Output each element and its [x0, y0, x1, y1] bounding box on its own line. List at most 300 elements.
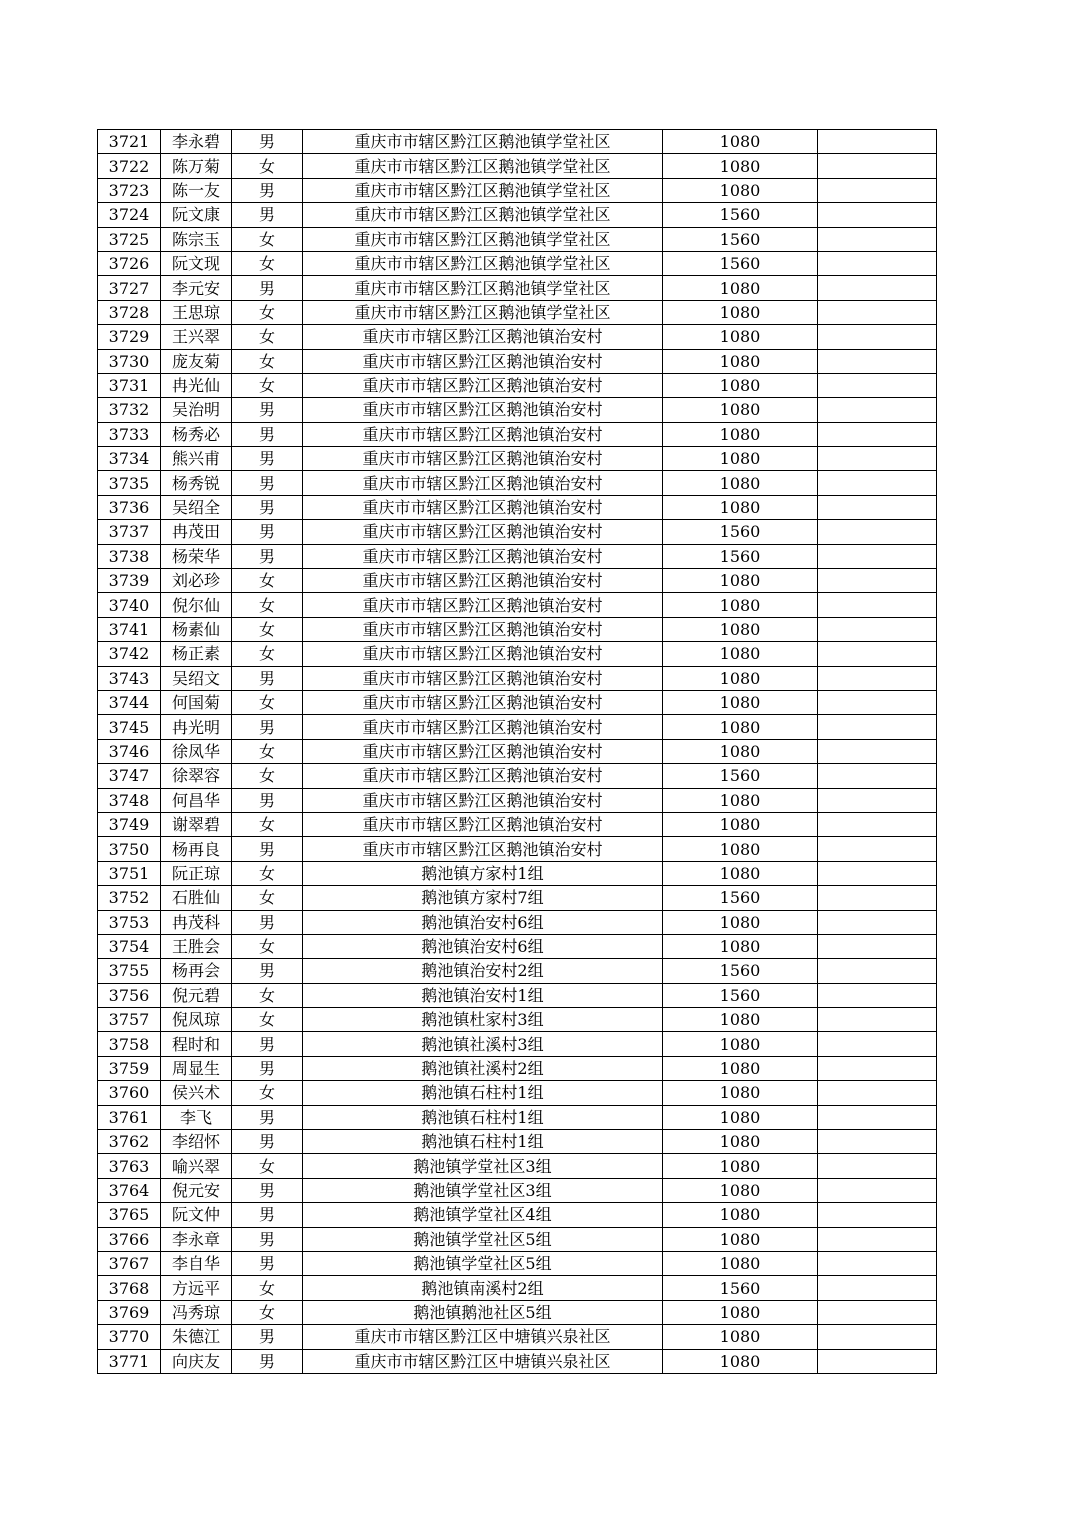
name-cell: 熊兴甫 — [161, 447, 232, 471]
row-number-cell: 3768 — [98, 1276, 161, 1300]
gender-cell: 男 — [232, 1325, 303, 1349]
amount-cell: 1080 — [663, 495, 818, 519]
table-row — [98, 130, 937, 154]
table-row — [98, 520, 937, 544]
name-cell: 李绍怀 — [161, 1130, 232, 1154]
note-cell — [818, 1032, 937, 1056]
name-cell: 陈宗玉 — [161, 227, 232, 251]
row-number-cell: 3733 — [98, 422, 161, 446]
note-cell — [818, 130, 937, 154]
name-cell: 谢翠碧 — [161, 812, 232, 836]
name-cell: 李飞 — [161, 1105, 232, 1129]
table-row — [98, 373, 937, 397]
row-number-cell: 3766 — [98, 1227, 161, 1251]
row-number-cell: 3754 — [98, 934, 161, 958]
gender-cell: 女 — [232, 1154, 303, 1178]
row-number-cell: 3726 — [98, 251, 161, 275]
amount-cell: 1560 — [663, 227, 818, 251]
address-cell: 重庆市市辖区黔江区鹅池镇治安村 — [303, 471, 663, 495]
name-cell: 李永碧 — [161, 130, 232, 154]
name-cell: 吴绍全 — [161, 495, 232, 519]
gender-cell: 男 — [232, 959, 303, 983]
amount-cell: 1080 — [663, 1349, 818, 1373]
note-cell — [818, 886, 937, 910]
row-number-cell: 3727 — [98, 276, 161, 300]
address-cell: 鹅池镇石柱村1组 — [303, 1130, 663, 1154]
note-cell — [818, 349, 937, 373]
table-row — [98, 471, 937, 495]
row-number-cell: 3742 — [98, 642, 161, 666]
note-cell — [818, 227, 937, 251]
note-cell — [818, 1056, 937, 1080]
name-cell: 倪元安 — [161, 1178, 232, 1202]
address-cell: 重庆市市辖区黔江区鹅池镇治安村 — [303, 544, 663, 568]
amount-cell: 1080 — [663, 447, 818, 471]
address-cell: 重庆市市辖区黔江区鹅池镇治安村 — [303, 837, 663, 861]
gender-cell: 女 — [232, 1008, 303, 1032]
gender-cell: 女 — [232, 764, 303, 788]
name-cell: 李永章 — [161, 1227, 232, 1251]
table-row — [98, 1349, 937, 1373]
name-cell: 陈万菊 — [161, 154, 232, 178]
address-cell: 重庆市市辖区黔江区鹅池镇治安村 — [303, 373, 663, 397]
amount-cell: 1080 — [663, 593, 818, 617]
address-cell: 鹅池镇南溪村2组 — [303, 1276, 663, 1300]
row-number-cell: 3749 — [98, 812, 161, 836]
row-number-cell: 3736 — [98, 495, 161, 519]
gender-cell: 男 — [232, 520, 303, 544]
address-cell: 重庆市市辖区黔江区鹅池镇治安村 — [303, 422, 663, 446]
note-cell — [818, 593, 937, 617]
address-cell: 重庆市市辖区黔江区鹅池镇治安村 — [303, 764, 663, 788]
table-row — [98, 642, 937, 666]
amount-cell: 1080 — [663, 1178, 818, 1202]
address-cell: 重庆市市辖区黔江区鹅池镇治安村 — [303, 666, 663, 690]
name-cell: 程时和 — [161, 1032, 232, 1056]
name-cell: 冉光明 — [161, 715, 232, 739]
note-cell — [818, 495, 937, 519]
row-number-cell: 3741 — [98, 617, 161, 641]
gender-cell: 女 — [232, 1300, 303, 1324]
amount-cell: 1080 — [663, 373, 818, 397]
amount-cell: 1080 — [663, 1325, 818, 1349]
table-row — [98, 715, 937, 739]
name-cell: 冉茂田 — [161, 520, 232, 544]
name-cell: 朱德江 — [161, 1325, 232, 1349]
name-cell: 刘必珍 — [161, 569, 232, 593]
address-cell: 鹅池镇石柱村1组 — [303, 1081, 663, 1105]
row-number-cell: 3762 — [98, 1130, 161, 1154]
amount-cell: 1080 — [663, 1081, 818, 1105]
name-cell: 倪元碧 — [161, 983, 232, 1007]
table-row — [98, 983, 937, 1007]
note-cell — [818, 764, 937, 788]
note-cell — [818, 154, 937, 178]
gender-cell: 男 — [232, 276, 303, 300]
row-number-cell: 3745 — [98, 715, 161, 739]
note-cell — [818, 861, 937, 885]
table-row — [98, 666, 937, 690]
gender-cell: 男 — [232, 1130, 303, 1154]
table-row — [98, 1178, 937, 1202]
row-number-cell: 3746 — [98, 739, 161, 763]
table-row — [98, 1154, 937, 1178]
row-number-cell: 3739 — [98, 569, 161, 593]
amount-cell: 1080 — [663, 1300, 818, 1324]
table-row — [98, 1056, 937, 1080]
gender-cell: 女 — [232, 569, 303, 593]
row-number-cell: 3738 — [98, 544, 161, 568]
address-cell: 重庆市市辖区黔江区鹅池镇学堂社区 — [303, 276, 663, 300]
note-cell — [818, 788, 937, 812]
note-cell — [818, 203, 937, 227]
note-cell — [818, 471, 937, 495]
gender-cell: 男 — [232, 471, 303, 495]
note-cell — [818, 569, 937, 593]
gender-cell: 男 — [232, 447, 303, 471]
name-cell: 王兴翠 — [161, 325, 232, 349]
gender-cell: 女 — [232, 886, 303, 910]
row-number-cell: 3769 — [98, 1300, 161, 1324]
gender-cell: 男 — [232, 422, 303, 446]
row-number-cell: 3750 — [98, 837, 161, 861]
amount-cell: 1080 — [663, 154, 818, 178]
table-row — [98, 788, 937, 812]
table-row — [98, 422, 937, 446]
gender-cell: 女 — [232, 812, 303, 836]
table-row — [98, 764, 937, 788]
table-row — [98, 934, 937, 958]
address-cell: 鹅池镇社溪村2组 — [303, 1056, 663, 1080]
name-cell: 杨正素 — [161, 642, 232, 666]
address-cell: 重庆市市辖区黔江区鹅池镇治安村 — [303, 593, 663, 617]
amount-cell: 1080 — [663, 130, 818, 154]
gender-cell: 男 — [232, 1349, 303, 1373]
amount-cell: 1080 — [663, 178, 818, 202]
address-cell: 重庆市市辖区黔江区鹅池镇治安村 — [303, 325, 663, 349]
name-cell: 陈一友 — [161, 178, 232, 202]
amount-cell: 1080 — [663, 1130, 818, 1154]
row-number-cell: 3728 — [98, 300, 161, 324]
amount-cell: 1080 — [663, 471, 818, 495]
row-number-cell: 3724 — [98, 203, 161, 227]
name-cell: 喻兴翠 — [161, 1154, 232, 1178]
name-cell: 杨秀必 — [161, 422, 232, 446]
amount-cell: 1080 — [663, 1056, 818, 1080]
table-row — [98, 251, 937, 275]
name-cell: 何昌华 — [161, 788, 232, 812]
amount-cell: 1080 — [663, 1032, 818, 1056]
note-cell — [818, 1251, 937, 1275]
amount-cell: 1080 — [663, 690, 818, 714]
gender-cell: 男 — [232, 1227, 303, 1251]
table-row — [98, 1300, 937, 1324]
amount-cell: 1560 — [663, 959, 818, 983]
note-cell — [818, 1178, 937, 1202]
amount-cell: 1560 — [663, 886, 818, 910]
address-cell: 重庆市市辖区黔江区鹅池镇治安村 — [303, 739, 663, 763]
name-cell: 杨素仙 — [161, 617, 232, 641]
amount-cell: 1080 — [663, 1105, 818, 1129]
gender-cell: 女 — [232, 325, 303, 349]
note-cell — [818, 544, 937, 568]
amount-cell: 1080 — [663, 1203, 818, 1227]
address-cell: 鹅池镇治安村6组 — [303, 934, 663, 958]
row-number-cell: 3723 — [98, 178, 161, 202]
address-cell: 重庆市市辖区黔江区鹅池镇治安村 — [303, 349, 663, 373]
name-cell: 李自华 — [161, 1251, 232, 1275]
name-cell: 阮文现 — [161, 251, 232, 275]
amount-cell: 1080 — [663, 1227, 818, 1251]
name-cell: 李元安 — [161, 276, 232, 300]
row-number-cell: 3729 — [98, 325, 161, 349]
note-cell — [818, 1154, 937, 1178]
row-number-cell: 3767 — [98, 1251, 161, 1275]
amount-cell: 1080 — [663, 934, 818, 958]
name-cell: 阮文康 — [161, 203, 232, 227]
amount-cell: 1560 — [663, 544, 818, 568]
note-cell — [818, 934, 937, 958]
table-row — [98, 1325, 937, 1349]
gender-cell: 男 — [232, 1032, 303, 1056]
table-row — [98, 1203, 937, 1227]
table-row — [98, 569, 937, 593]
gender-cell: 女 — [232, 739, 303, 763]
note-cell — [818, 642, 937, 666]
gender-cell: 女 — [232, 593, 303, 617]
address-cell: 鹅池镇治安村6组 — [303, 910, 663, 934]
address-cell: 鹅池镇学堂社区3组 — [303, 1154, 663, 1178]
amount-cell: 1080 — [663, 788, 818, 812]
gender-cell: 女 — [232, 983, 303, 1007]
table-row — [98, 276, 937, 300]
table-row — [98, 812, 937, 836]
amount-cell: 1080 — [663, 861, 818, 885]
amount-cell: 1080 — [663, 666, 818, 690]
address-cell: 重庆市市辖区黔江区鹅池镇治安村 — [303, 617, 663, 641]
table-row — [98, 325, 937, 349]
table-row — [98, 447, 937, 471]
gender-cell: 女 — [232, 349, 303, 373]
note-cell — [818, 251, 937, 275]
name-cell: 倪凤琼 — [161, 1008, 232, 1032]
row-number-cell: 3764 — [98, 1178, 161, 1202]
name-cell: 吴绍文 — [161, 666, 232, 690]
table-row — [98, 1032, 937, 1056]
address-cell: 重庆市市辖区黔江区鹅池镇学堂社区 — [303, 178, 663, 202]
address-cell: 鹅池镇社溪村3组 — [303, 1032, 663, 1056]
gender-cell: 男 — [232, 544, 303, 568]
amount-cell: 1080 — [663, 1154, 818, 1178]
note-cell — [818, 276, 937, 300]
note-cell — [818, 1203, 937, 1227]
gender-cell: 女 — [232, 373, 303, 397]
gender-cell: 男 — [232, 715, 303, 739]
table-row — [98, 1105, 937, 1129]
address-cell: 重庆市市辖区黔江区鹅池镇治安村 — [303, 398, 663, 422]
amount-cell: 1080 — [663, 398, 818, 422]
row-number-cell: 3740 — [98, 593, 161, 617]
gender-cell: 女 — [232, 227, 303, 251]
gender-cell: 男 — [232, 178, 303, 202]
name-cell: 杨秀锐 — [161, 471, 232, 495]
note-cell — [818, 422, 937, 446]
gender-cell: 女 — [232, 1081, 303, 1105]
row-number-cell: 3770 — [98, 1325, 161, 1349]
row-number-cell: 3721 — [98, 130, 161, 154]
note-cell — [818, 715, 937, 739]
gender-cell: 女 — [232, 1276, 303, 1300]
row-number-cell: 3744 — [98, 690, 161, 714]
amount-cell: 1080 — [663, 739, 818, 763]
address-cell: 重庆市市辖区黔江区中塘镇兴泉社区 — [303, 1349, 663, 1373]
gender-cell: 女 — [232, 861, 303, 885]
row-number-cell: 3747 — [98, 764, 161, 788]
gender-cell: 男 — [232, 130, 303, 154]
table-row — [98, 349, 937, 373]
gender-cell: 女 — [232, 642, 303, 666]
note-cell — [818, 983, 937, 1007]
address-cell: 鹅池镇学堂社区4组 — [303, 1203, 663, 1227]
note-cell — [818, 1276, 937, 1300]
table-row — [98, 1227, 937, 1251]
gender-cell: 女 — [232, 251, 303, 275]
note-cell — [818, 617, 937, 641]
name-cell: 向庆友 — [161, 1349, 232, 1373]
note-cell — [818, 1130, 937, 1154]
name-cell: 石胜仙 — [161, 886, 232, 910]
address-cell: 鹅池镇方家村7组 — [303, 886, 663, 910]
amount-cell: 1560 — [663, 983, 818, 1007]
row-number-cell: 3756 — [98, 983, 161, 1007]
row-number-cell: 3760 — [98, 1081, 161, 1105]
name-cell: 王胜会 — [161, 934, 232, 958]
note-cell — [818, 690, 937, 714]
address-cell: 重庆市市辖区黔江区鹅池镇学堂社区 — [303, 227, 663, 251]
row-number-cell: 3758 — [98, 1032, 161, 1056]
gender-cell: 男 — [232, 1178, 303, 1202]
name-cell: 周显生 — [161, 1056, 232, 1080]
row-number-cell: 3757 — [98, 1008, 161, 1032]
note-cell — [818, 178, 937, 202]
note-cell — [818, 739, 937, 763]
amount-cell: 1080 — [663, 422, 818, 446]
address-cell: 重庆市市辖区黔江区鹅池镇治安村 — [303, 520, 663, 544]
table-row — [98, 227, 937, 251]
address-cell: 重庆市市辖区黔江区鹅池镇治安村 — [303, 447, 663, 471]
address-cell: 鹅池镇学堂社区5组 — [303, 1227, 663, 1251]
address-cell: 鹅池镇方家村1组 — [303, 861, 663, 885]
name-cell: 阮文仲 — [161, 1203, 232, 1227]
note-cell — [818, 1300, 937, 1324]
gender-cell: 女 — [232, 690, 303, 714]
name-cell: 吴治明 — [161, 398, 232, 422]
row-number-cell: 3737 — [98, 520, 161, 544]
table-row — [98, 398, 937, 422]
row-number-cell: 3765 — [98, 1203, 161, 1227]
name-cell: 杨再良 — [161, 837, 232, 861]
table-row — [98, 617, 937, 641]
row-number-cell: 3722 — [98, 154, 161, 178]
gender-cell: 男 — [232, 1056, 303, 1080]
gender-cell: 男 — [232, 1251, 303, 1275]
data-table — [97, 129, 937, 1374]
address-cell: 鹅池镇学堂社区5组 — [303, 1251, 663, 1275]
note-cell — [818, 1227, 937, 1251]
amount-cell: 1080 — [663, 837, 818, 861]
address-cell: 鹅池镇鹅池社区5组 — [303, 1300, 663, 1324]
table-row — [98, 959, 937, 983]
table-row — [98, 1251, 937, 1275]
note-cell — [818, 373, 937, 397]
amount-cell: 1560 — [663, 520, 818, 544]
amount-cell: 1080 — [663, 300, 818, 324]
note-cell — [818, 325, 937, 349]
table-row — [98, 910, 937, 934]
table-row — [98, 690, 937, 714]
amount-cell: 1080 — [663, 569, 818, 593]
address-cell: 重庆市市辖区黔江区中塘镇兴泉社区 — [303, 1325, 663, 1349]
gender-cell: 男 — [232, 398, 303, 422]
amount-cell: 1080 — [663, 349, 818, 373]
row-number-cell: 3735 — [98, 471, 161, 495]
table-row — [98, 861, 937, 885]
address-cell: 鹅池镇治安村1组 — [303, 983, 663, 1007]
name-cell: 冉光仙 — [161, 373, 232, 397]
table-row — [98, 178, 937, 202]
table-row — [98, 300, 937, 324]
row-number-cell: 3763 — [98, 1154, 161, 1178]
row-number-cell: 3730 — [98, 349, 161, 373]
name-cell: 徐凤华 — [161, 739, 232, 763]
row-number-cell: 3761 — [98, 1105, 161, 1129]
name-cell: 王思琼 — [161, 300, 232, 324]
amount-cell: 1080 — [663, 325, 818, 349]
address-cell: 重庆市市辖区黔江区鹅池镇治安村 — [303, 812, 663, 836]
address-cell: 重庆市市辖区黔江区鹅池镇学堂社区 — [303, 154, 663, 178]
row-number-cell: 3743 — [98, 666, 161, 690]
address-cell: 鹅池镇学堂社区3组 — [303, 1178, 663, 1202]
amount-cell: 1560 — [663, 251, 818, 275]
address-cell: 鹅池镇石柱村1组 — [303, 1105, 663, 1129]
table-row — [98, 1008, 937, 1032]
gender-cell: 男 — [232, 495, 303, 519]
row-number-cell: 3725 — [98, 227, 161, 251]
name-cell: 阮正琼 — [161, 861, 232, 885]
table-row — [98, 495, 937, 519]
note-cell — [818, 1008, 937, 1032]
table-row — [98, 739, 937, 763]
table-row — [98, 154, 937, 178]
note-cell — [818, 447, 937, 471]
note-cell — [818, 837, 937, 861]
table-row — [98, 203, 937, 227]
address-cell: 重庆市市辖区黔江区鹅池镇治安村 — [303, 569, 663, 593]
gender-cell: 女 — [232, 617, 303, 641]
row-number-cell: 3751 — [98, 861, 161, 885]
address-cell: 重庆市市辖区黔江区鹅池镇治安村 — [303, 495, 663, 519]
note-cell — [818, 1081, 937, 1105]
amount-cell: 1560 — [663, 1276, 818, 1300]
address-cell: 重庆市市辖区黔江区鹅池镇治安村 — [303, 788, 663, 812]
note-cell — [818, 520, 937, 544]
table-row — [98, 1276, 937, 1300]
address-cell: 重庆市市辖区黔江区鹅池镇学堂社区 — [303, 130, 663, 154]
note-cell — [818, 666, 937, 690]
name-cell: 侯兴术 — [161, 1081, 232, 1105]
note-cell — [818, 398, 937, 422]
name-cell: 倪尔仙 — [161, 593, 232, 617]
